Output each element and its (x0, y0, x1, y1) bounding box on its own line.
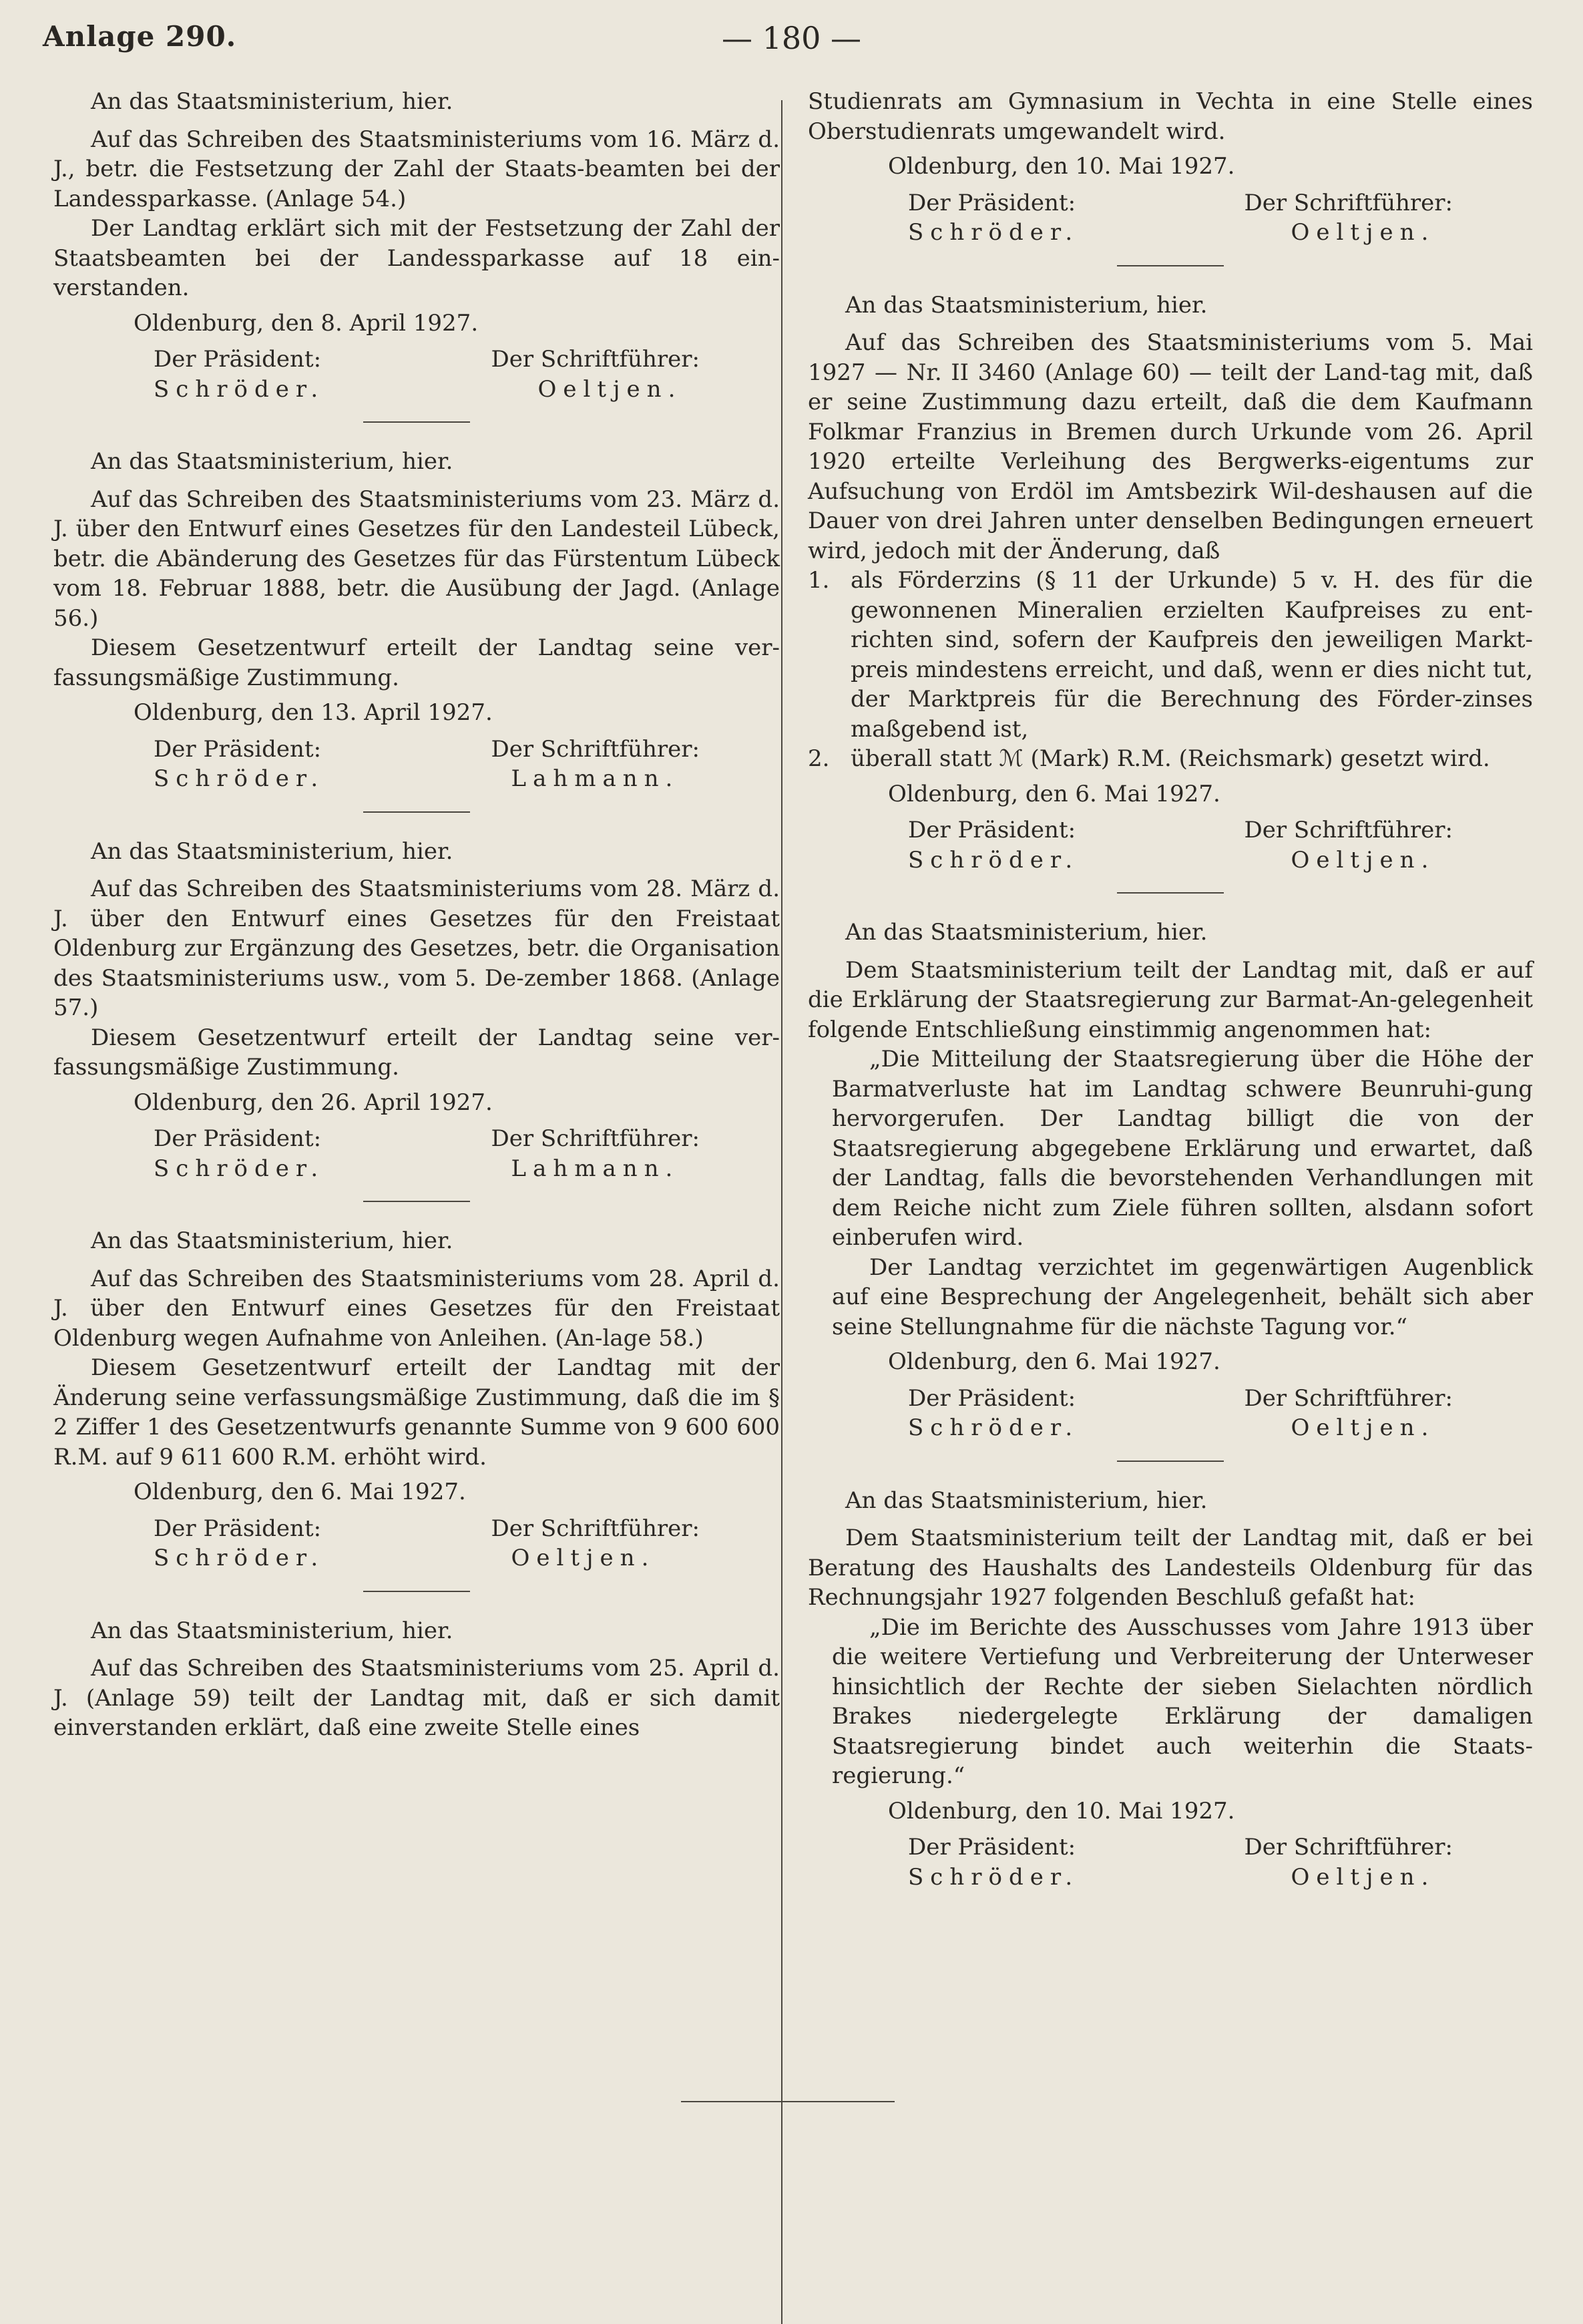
place-date: Oldenburg, den 6. Mai 1927. (888, 1348, 1220, 1375)
paragraph: Dem Staatsministerium teilt der Landtag mit, daß er auf die Erklärung der Staatsregierung zur Barmat-An-gelegenheit folgende Entschließung einstimmig angenommen hat: (808, 956, 1533, 1043)
schriftfuehrer-title: Der Schriftführer: (491, 1515, 700, 1542)
praesident-name: Schröder. (908, 1863, 1080, 1891)
praesident-title: Der Präsident: (908, 1384, 1076, 1412)
section-separator (1117, 1461, 1224, 1462)
left-column (53, 87, 780, 1743)
section-separator (1117, 892, 1224, 894)
paragraph: Dem Staatsministerium teilt der Landtag mit, daß er bei Beratung des Haushalts des Landesteils Oldenburg für das Rechnungsjahr 1927 folgenden Beschluß gefaßt hat: (808, 1525, 1533, 1611)
schriftfuehrer-name: Oeltjen. (1291, 846, 1435, 874)
praesident-name: Schröder. (154, 375, 325, 403)
schriftfuehrer-name: Oeltjen. (537, 375, 682, 403)
praesident-name: Schröder. (154, 1545, 325, 1571)
signature-block (53, 1124, 780, 1183)
letter-section (808, 918, 1533, 1462)
anlage-number: Anlage 290. (43, 20, 237, 53)
schriftfuehrer-name: Oeltjen. (1291, 219, 1435, 246)
praesident-title: Der Präsident: (908, 817, 1076, 843)
paragraph: Diesem Gesetzentwurf erteilt der Landtag mit der Änderung seine verfassungsmäßige Zustimmung, daß die im § 2 Ziffer 1 des Gesetzentwurfs genannte Summe von 9 600 600 R.M. auf 9 611 600 R.M. erhöht wird. (53, 1354, 780, 1471)
paragraph: Auf das Schreiben des Staatsministeriums vom 5. Mai 1927 — Nr. II 3460 (Anlage 60) — teilt der Land-tag mit, daß er seine Zustimmung dazu erteilt, daß die dem Kaufmann Folkmar Franzius in Bremen durch Urkunde vom 26. April 1920 erteilte Verleihung des Bergwerks-eigentums zur Aufsuchung von Erdöl im Amtsbezirk Wil-deshausen auf die Dauer von drei Jahren unter denselben Bedingungen erneuert wird, jedoch mit der Änderung, daß (808, 329, 1533, 564)
praesident-title: Der Präsident: (908, 1834, 1076, 1861)
addressee: An das Staatsministerium, hier. (91, 88, 453, 115)
place-date: Oldenburg, den 26. April 1927. (134, 1089, 493, 1116)
schriftfuehrer-name: Lahmann. (511, 1155, 680, 1182)
praesident-title: Der Präsident: (154, 1125, 322, 1152)
signature-block (808, 815, 1533, 875)
schriftfuehrer-title: Der Schriftführer: (1244, 817, 1453, 843)
paragraph: Diesem Gesetzentwurf erteilt der Landtag seine ver-fassungsmäßige Zustimmung. (53, 1024, 780, 1081)
place-date: Oldenburg, den 13. April 1927. (134, 699, 493, 726)
praesident-name: Schröder. (908, 1414, 1080, 1441)
item-number: 1. (808, 567, 830, 594)
praesident-name: Schröder. (154, 1155, 325, 1182)
quoted-resolution: Der Landtag verzichtet im gegenwärtigen Augenblick auf eine Besprechung der Angelegenheit, behält sich aber seine Stellungnahme für die nächste Tagung vor.“ (832, 1253, 1533, 1340)
list-item (808, 566, 1533, 744)
section-separator (1117, 265, 1224, 266)
schriftfuehrer-name: Lahmann. (511, 765, 680, 792)
schriftfuehrer-title: Der Schriftführer: (491, 1125, 700, 1152)
schriftfuehrer-title: Der Schriftführer: (491, 735, 700, 763)
paragraph: Auf das Schreiben des Staatsministeriums vom 28. April d. J. über den Entwurf eines Gesetzes für den Freistaat Oldenburg wegen Aufnahme von Anleihen. (An-lage 58.) (53, 1265, 780, 1352)
paragraph: Auf das Schreiben des Staatsministeriums vom 16. März d. J., betr. die Festsetzung der Zahl der Staats-beamten bei der Landessparkasse. (Anlage 54.) (53, 126, 780, 212)
addressee: An das Staatsministerium, hier. (845, 919, 1208, 946)
paragraph: Auf das Schreiben des Staatsministeriums vom 25. April d. J. (Anlage 59) teilt der Landtag mit, daß er sich damit einverstanden erklärt, daß eine zweite Stelle eines (53, 1655, 780, 1741)
page-number: — 180 — (721, 20, 862, 56)
praesident-title: Der Präsident: (154, 735, 322, 763)
schriftfuehrer-name: Oeltjen. (1291, 1414, 1435, 1441)
section-separator (363, 1591, 470, 1592)
section-separator (363, 811, 470, 813)
letter-section (53, 837, 780, 1203)
section-separator (363, 421, 470, 423)
signature-block (53, 735, 780, 794)
place-date: Oldenburg, den 6. Mai 1927. (134, 1479, 466, 1505)
praesident-title: Der Präsident: (154, 1515, 322, 1542)
letter-section (53, 1226, 780, 1592)
addressee: An das Staatsministerium, hier. (91, 837, 453, 865)
item-text: überall statt ℳ (Mark) R.M. (Reichsmark) gesetzt wird. (851, 745, 1490, 772)
paragraph: Der Landtag erklärt sich mit der Festsetzung der Zahl der Staatsbeamten bei der Landessparkasse auf 18 ein-verstanden. (53, 215, 780, 301)
place-date: Oldenburg, den 8. April 1927. (134, 309, 479, 337)
letter-section (808, 87, 1533, 266)
addressee: An das Staatsministerium, hier. (845, 1487, 1208, 1514)
schriftfuehrer-title: Der Schriftführer: (1244, 1384, 1453, 1412)
paragraph: Auf das Schreiben des Staatsministeriums vom 28. März d. J. über den Entwurf eines Gesetzes für den Freistaat Oldenburg zur Ergänzung des Gesetzes, betr. die Organisation des Staatsministeriums usw., vom 5. De-zember 1868. (Anlage 57.) (53, 876, 780, 1021)
schriftfuehrer-title: Der Schriftführer: (1244, 1834, 1453, 1861)
quoted-resolution: „Die Mitteilung der Staatsregierung über die Höhe der Barmatverluste hat im Landtag schwere Beunruhi-gung hervorgerufen. Der Landtag billigt die von der Staatsregierung abgegebene Erklärung und erwartet, daß der Landtag, falls die bevorstehenden Verhandlungen mit dem Reiche nicht zum Ziele führen sollten, alsdann sofort einberufen wird. (832, 1046, 1533, 1251)
item-text: als Förderzins (§ 11 der Urkunde) 5 v. H. des für die gewonnenen Mineralien erzielten Kaufpreises zu ent-richten sind, sofern der Kaufpreis den jeweiligen Markt-preis mindestens erreicht, und daß, wenn er dies nicht tut, der Marktpreis für die Berechnung des Förder-zinses maßgebend ist, (851, 567, 1533, 743)
praesident-name: Schröder. (154, 765, 325, 792)
praesident-title: Der Präsident: (908, 189, 1076, 216)
praesident-title: Der Präsident: (154, 346, 322, 373)
letter-section (53, 447, 780, 813)
addressee: An das Staatsministerium, hier. (91, 1227, 453, 1254)
signature-block (808, 1832, 1533, 1892)
list-item (808, 744, 1533, 774)
quoted-resolution: „Die im Berichte des Ausschusses vom Jahre 1913 über die weitere Vertiefung und Verbreiterung der Unterweser hinsichtlich der Rechte der sieben Sielachten nördlich Brakes niedergelegte Erklärung der damaligen Staatsregierung bindet auch weiterhin die Staats-regierung.“ (832, 1613, 1533, 1789)
schriftfuehrer-name: Oeltjen. (1291, 1863, 1435, 1891)
numbered-list (808, 566, 1533, 774)
right-column (808, 87, 1533, 1892)
paragraph: Auf das Schreiben des Staatsministeriums vom 23. März d. J. über den Entwurf eines Gesetzes für den Landesteil Lübeck, betr. die Abänderung des Gesetzes für das Fürstentum Lübeck vom 18. Februar 1888, betr. die Ausübung der Jagd. (Anlage 56.) (53, 486, 780, 632)
end-rule (681, 2101, 895, 2102)
signature-block (808, 1384, 1533, 1443)
addressee: An das Staatsministerium, hier. (91, 448, 453, 475)
schriftfuehrer-name: Oeltjen. (511, 1545, 656, 1571)
letter-section (53, 87, 780, 423)
praesident-name: Schröder. (908, 846, 1080, 874)
place-date: Oldenburg, den 6. Mai 1927. (888, 780, 1220, 807)
praesident-name: Schröder. (908, 219, 1080, 246)
place-date: Oldenburg, den 10. Mai 1927. (888, 153, 1235, 180)
schriftfuehrer-title: Der Schriftführer: (1244, 189, 1453, 216)
letter-section (808, 1486, 1533, 1893)
signature-block (53, 1514, 780, 1573)
schriftfuehrer-title: Der Schriftführer: (491, 346, 700, 373)
addressee: An das Staatsministerium, hier. (91, 1617, 453, 1644)
signature-block (53, 345, 780, 404)
signature-block (808, 188, 1533, 248)
addressee: An das Staatsministerium, hier. (845, 291, 1208, 319)
letter-section (808, 290, 1533, 894)
place-date: Oldenburg, den 10. Mai 1927. (888, 1797, 1235, 1824)
item-number: 2. (808, 745, 830, 772)
column-divider (781, 100, 782, 2324)
letter-section (53, 1616, 780, 1743)
section-separator (363, 1201, 470, 1202)
paragraph: Diesem Gesetzentwurf erteilt der Landtag seine ver-fassungsmäßige Zustimmung. (53, 634, 780, 691)
paragraph: Studienrats am Gymnasium in Vechta in eine Stelle eines Oberstudienrats umgewandelt wird. (808, 88, 1533, 145)
